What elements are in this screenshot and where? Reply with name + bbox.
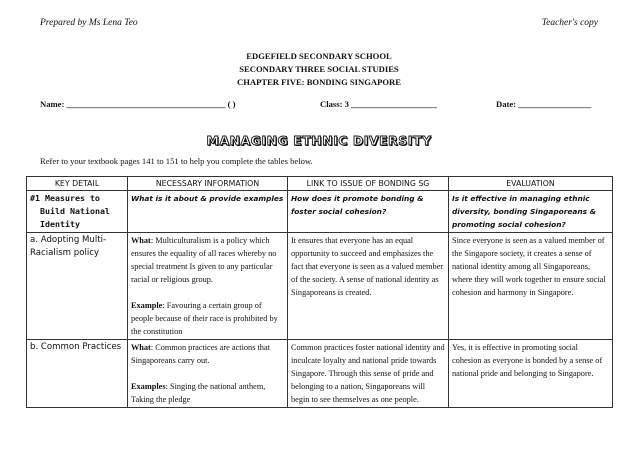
name-field[interactable]: Name: _____________________________________ ( ) [40, 99, 236, 109]
worksheet-table [26, 176, 613, 408]
measures-label [27, 191, 128, 233]
example-text: : Singing the national anthem, Taking the pledge [131, 382, 266, 404]
copy-label: Teacher's copy [541, 18, 598, 28]
table-row [27, 233, 613, 340]
table-header-row [27, 177, 613, 191]
worksheet-title: MANAGING ETHNIC DIVERSITY [206, 133, 432, 148]
school-name: EDGEFIELD SECONDARY SCHOOL [246, 51, 392, 61]
header-link-to-issue: LINK TO ISSUE OF BONDING SG [288, 177, 449, 191]
what-label: What [131, 343, 151, 352]
necessary-info-cell [128, 340, 288, 408]
instructions: Refer to your textbook pages 141 to 151 to help you complete the tables below. [40, 156, 313, 166]
measures-line-2: Build National [40, 206, 110, 216]
header-evaluation: EVALUATION [449, 177, 613, 191]
measures-line-3: Identity [40, 219, 80, 229]
link-cell: Common practices foster national identity and inculcate loyalty and national pride towards Singapore. Through this sense of pride and belonging to a nation, Singaporeans will begin to see themselves as one people. [288, 340, 449, 408]
school-heading [0, 50, 638, 89]
link-cell: It ensures that everyone has an equal opportunity to succeed and emphasizes the fact that everyone is seen as a valued member of the society. A sense of national identity as Singaporeans is created. [288, 233, 449, 340]
what-text: : Multiculturalism is a policy which ensures the equality of all races whereby no special treatment Is given to any particular racial or religious group. [131, 236, 277, 284]
example-text: : Favouring a certain group of people because of their race is prohibited by the constitution [131, 301, 278, 336]
class-field[interactable]: Class: 3 ____________________ [320, 99, 437, 109]
example-label: Example [131, 301, 163, 310]
chapter-name: CHAPTER FIVE: BONDING SINGAPORE [236, 77, 401, 87]
header-necessary-information: NECESSARY INFORMATION [128, 177, 288, 191]
what-label: What [131, 236, 151, 245]
date-field[interactable]: Date: _________________ [496, 99, 592, 109]
question-how: How does it promote bonding & foster social cohesion? [288, 191, 449, 233]
evaluation-cell: Yes, it is effective in promoting social cohesion as everyone is bonded by a sense of national pride and belonging to Singapore. [449, 340, 613, 408]
example-label: Examples [131, 382, 166, 391]
question-effective: Is it effective in managing ethnic diversity, bonding Singaporeans & promoting social cohesion? [449, 191, 613, 233]
measures-row [27, 191, 613, 233]
table-row [27, 340, 613, 408]
key-detail-cell: a. Adopting Multi-Racialism policy [27, 233, 128, 340]
necessary-info-cell [128, 233, 288, 340]
question-what: What is it about & provide examples [128, 191, 288, 233]
what-text: : Common practices are actions that Singaporeans carry out. [131, 343, 270, 365]
evaluation-cell: Since everyone is seen as a valued member of the Singapore society, it creates a sense of national identity among all Singaporeans, where they will work together to ensure social cohesion and harmony in Singapore. [449, 233, 613, 340]
prepared-by: Prepared by Ms Lena Teo [40, 18, 138, 28]
measures-line-1: #1 Measures to [30, 193, 100, 203]
subject-name: SECONDARY THREE SOCIAL STUDIES [239, 64, 399, 74]
key-detail-cell: b. Common Practices [27, 340, 128, 408]
header-key-detail: KEY DETAIL [27, 177, 128, 191]
